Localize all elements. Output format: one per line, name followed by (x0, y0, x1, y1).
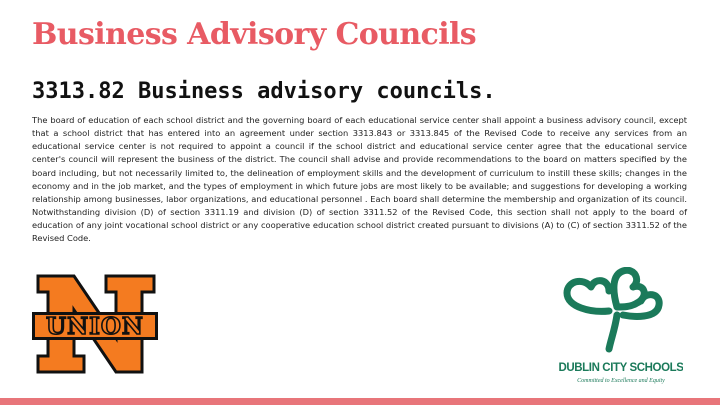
dublin-logo-text: DUBLIN CITY SCHOOLS (558, 362, 683, 374)
dublin-city-schools-logo (553, 267, 683, 391)
union-logo-graphic (30, 272, 160, 376)
shamrock-graphic (553, 267, 683, 391)
union-logo-text: UNION (46, 313, 144, 340)
body-paragraph: The board of education of each school district and the governing board of each educational service center shall appoint a business advisory council, except that a school district that has entered into an agreement under section 3313.843 or 3313.845 of the Revised Code to receive any services from an educational service center is not required to appoint a council if the school district and educational service center agree that the educational service center's council will represent the business of the district. The council shall advise and provide recommendations to the board on matters specified by the board including, but not necessarily limited to, the delineation of employment skills and the development of curriculum to instill these skills; changes in the economy and in the job market, and the types of employment in which future jobs are most likely to be available; and suggestions for developing a working relationship among businesses, labor organizations, and educational personnel . Each board shall determine the membership and organization of its council. Notwithstanding division (D) of section 3311.19 and division (D) of section 3311.52 of the Revised Code, this section shall not apply to the board of education of any joint vocational school district or any cooperative education school district created pursuant to divisions (A) to (C) of section 3311.52 of the Revised Code. (32, 115, 687, 244)
union-logo (30, 272, 160, 376)
bottom-accent-bar (0, 398, 720, 405)
dublin-logo-tagline: Committed to Excellence and Equity (577, 378, 665, 384)
slide-title: Business Advisory Councils (32, 17, 477, 52)
section-heading: 3313.82 Business advisory councils. (32, 79, 496, 104)
